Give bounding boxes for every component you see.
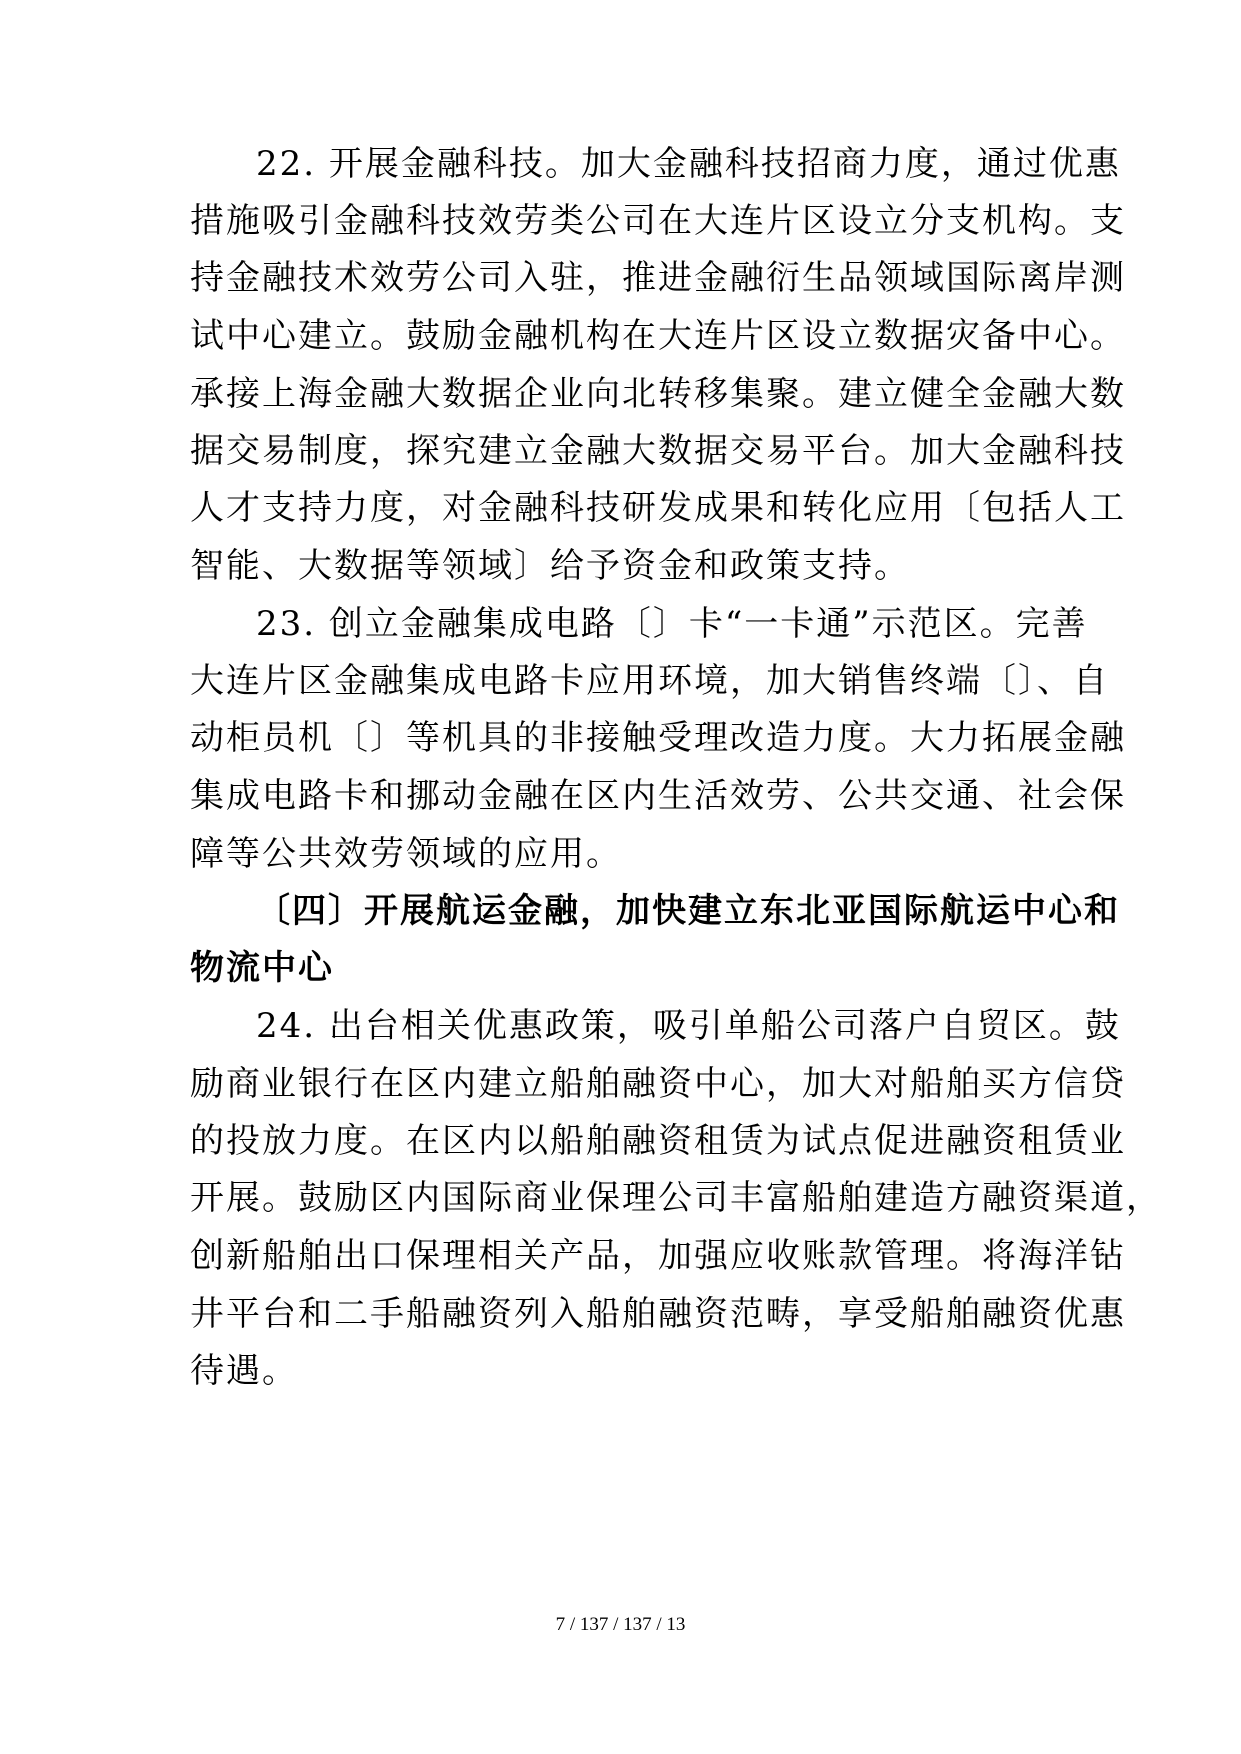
paragraph-22-line-7: 人才支持力度，对金融科技研发成果和转化应用〔包括人工 <box>190 488 1126 528</box>
paragraph-24-line-5: 创新船舶出口保理相关产品，加强应收账款管理。将海洋钻 <box>190 1236 1126 1276</box>
paragraph-24-line-7: 待遇。 <box>190 1351 298 1391</box>
section-heading-line-1: 〔四〕开展航运金融，加快建立东北亚国际航运中心和 <box>256 891 1120 931</box>
paragraph-24-line-6: 井平台和二手船融资列入船舶融资范畴，享受船舶融资优惠 <box>190 1294 1126 1334</box>
section-heading-line-2: 物流中心 <box>190 948 334 988</box>
paragraph-23-line-3: 动柜员机〔〕等机具的非接触受理改造力度。大力拓展金融 <box>190 718 1126 758</box>
paragraph-22-line-6: 据交易制度，探究建立金融大数据交易平台。加大金融科技 <box>190 431 1126 471</box>
paragraph-23-line-2: 大连片区金融集成电路卡应用环境，加大销售终端〔〕、自 <box>190 661 1109 701</box>
paragraph-23-line-1: 23. 创立金融集成电路〔〕卡“一卡通”示范区。完善 <box>256 604 1088 644</box>
paragraph-22-line-2: 措施吸引金融科技效劳类公司在大连片区设立分支机构。支 <box>190 201 1126 241</box>
paragraph-22-line-5: 承接上海金融大数据企业向北转移集聚。建立健全金融大数 <box>190 374 1126 414</box>
paragraph-22-line-8: 智能、大数据等领域〕给予资金和政策支持。 <box>190 546 910 586</box>
paragraph-22-line-3: 持金融技术效劳公司入驻，推进金融衍生品领域国际离岸测 <box>190 258 1126 298</box>
page-number-footer: 7 / 137 / 137 / 13 <box>555 1614 686 1635</box>
paragraph-24-line-4: 开展。鼓励区内国际商业保理公司丰富船舶建造方融资渠道， <box>190 1178 1162 1218</box>
paragraph-23-line-4: 集成电路卡和挪动金融在区内生活效劳、公共交通、社会保 <box>190 776 1126 816</box>
paragraph-23-line-5: 障等公共效劳领域的应用。 <box>190 834 622 874</box>
paragraph-24-line-2: 励商业银行在区内建立船舶融资中心，加大对船舶买方信贷 <box>190 1064 1126 1104</box>
paragraph-22-line-4: 试中心建立。鼓励金融机构在大连片区设立数据灾备中心。 <box>190 316 1126 356</box>
paragraph-22-line-1: 22. 开展金融科技。加大金融科技招商力度，通过优惠 <box>256 144 1121 184</box>
paragraph-24-line-1: 24. 出台相关优惠政策，吸引单船公司落户自贸区。鼓 <box>256 1006 1121 1046</box>
paragraph-24-line-3: 的投放力度。在区内以船舶融资租赁为试点促进融资租赁业 <box>190 1121 1126 1161</box>
